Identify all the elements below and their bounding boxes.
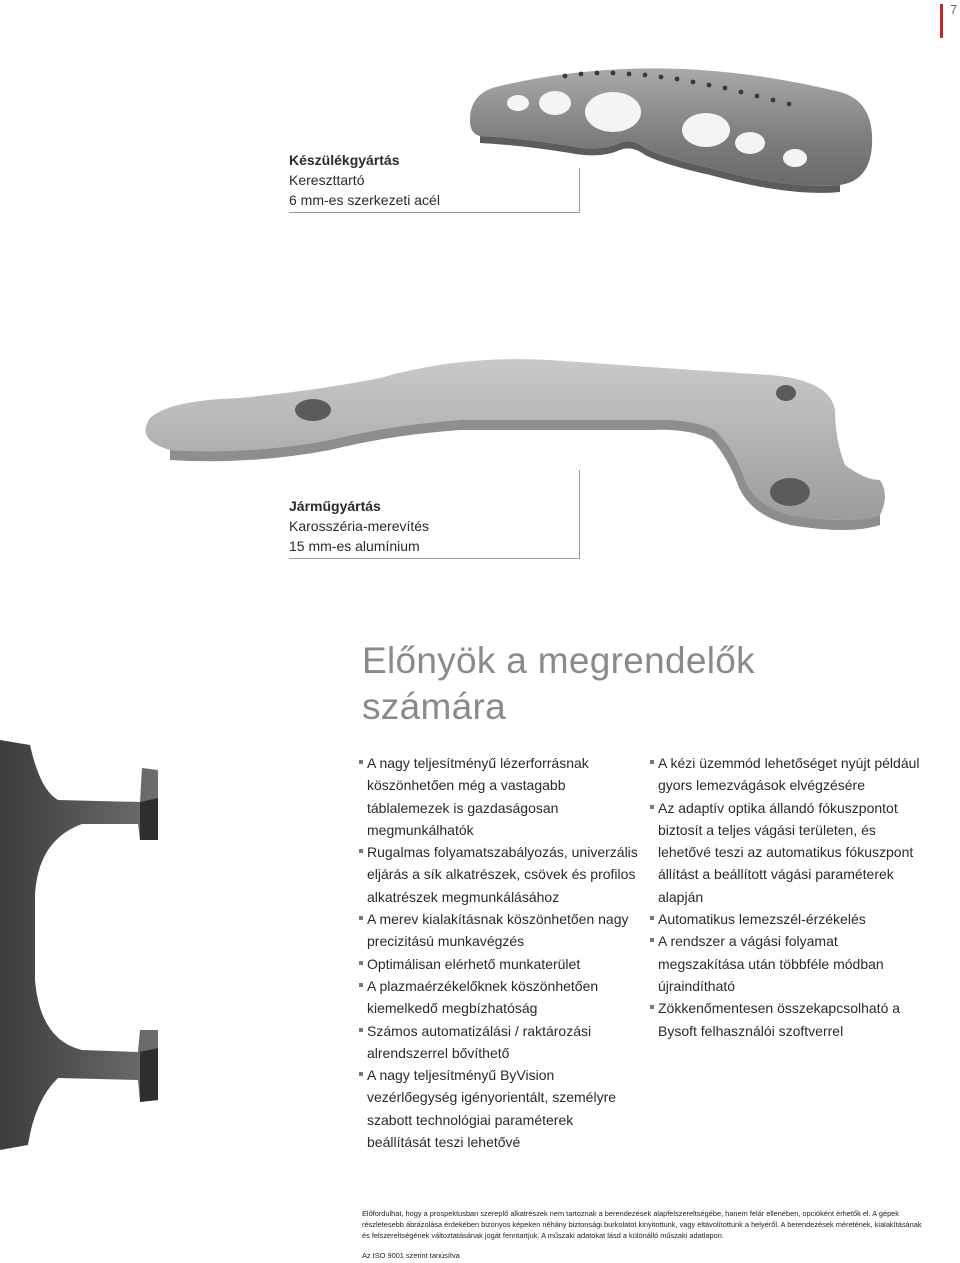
section-title	[362, 638, 922, 730]
caption-line: Karosszéria-merevítés	[289, 518, 430, 534]
caption-frame	[289, 470, 580, 559]
list-item: A kézi üzemmód lehetőséget nyújt például gyors lemezvágások elvégzésére	[650, 752, 925, 797]
bullet-square-icon	[650, 938, 654, 942]
list-item: Az adaptív optika állandó fókuszpontot biztosít a teljes vágási területen, és lehetővé teszi az automatikus fókuszpont állítást a beállított vágási paraméterek alapján	[650, 797, 925, 908]
bullet-square-icon	[359, 849, 363, 853]
list-item: Számos automatizálási / raktározási alrendszerrel bővíthető	[359, 1020, 639, 1065]
bullet-square-icon	[359, 760, 363, 764]
bullet-square-icon	[359, 961, 363, 965]
section-title-line: Előnyök a megrendelők	[362, 640, 755, 681]
list-item: Rugalmas folyamatszabályozás, univerzális eljárás a sík alkatrészek, csövek és profilos alkatrészek megmunkálásához	[359, 841, 639, 908]
certification-note: Az ISO 9001 szerint tanúsítva	[362, 1251, 460, 1260]
bullet-square-icon	[359, 1072, 363, 1076]
footnote: Előfordulhat, hogy a prospektusban szereplő alkatrészek nem tartoznak a berendezések alapfelszereltségébe, hanem felár ellenében, opcióként érhetők el. A gépek részletesebb ábrázolása érdekében bizonyos képeken néhány biztonsági burkolatot kinyitottunk, vagy eltávolítottunk a helyéről. A berendezések méretének, kialakításának és felszereltségének változtatásának jogát fenntartjuk. A műszaki adatokat lásd a különálló műszaki adatlapon.	[362, 1209, 922, 1240]
caption-line: Kereszttartó	[289, 172, 365, 188]
caption-line: 15 mm-es alumínium	[289, 538, 420, 554]
benefits-list-right	[650, 752, 925, 1042]
bullet-square-icon	[359, 1028, 363, 1032]
caption-frame	[289, 168, 580, 213]
caption-line: 6 mm-es szerkezeti acél	[289, 192, 440, 208]
list-item: A rendszer a vágási folyamat megszakítása után többféle módban újraindítható	[650, 930, 925, 997]
section-title-line: számára	[362, 686, 506, 727]
bullet-square-icon	[650, 805, 654, 809]
list-item: A nagy teljesítményű ByVision vezérlőegység igényorientált, személyre szabott technológiai paraméterek beállítását teszi lehetővé	[359, 1064, 639, 1153]
caption-heading: Járműgyártás	[289, 498, 381, 514]
bullet-square-icon	[650, 760, 654, 764]
list-item: Optimálisan elérhető munkaterület	[359, 953, 639, 975]
dark-steel-part-image	[0, 740, 165, 1150]
bullet-square-icon	[359, 983, 363, 987]
page-accent-bar	[940, 4, 943, 38]
list-item: Zökkenőmentesen összekapcsolható a Bysoft felhasználói szoftverrel	[650, 997, 925, 1042]
list-item: A merev kialakításnak köszönhetően nagy precizitású munkavégzés	[359, 908, 639, 953]
caption-heading: Készülékgyártás	[289, 152, 400, 168]
bullet-square-icon	[359, 916, 363, 920]
page-number: 7	[950, 2, 958, 17]
list-item: A nagy teljesítményű lézerforrásnak köszönhetően még a vastagabb táblalemezek is gazdaságosan megmunkálhatók	[359, 752, 639, 841]
bullet-square-icon	[650, 916, 654, 920]
list-item: A plazmaérzékelőknek köszönhetően kiemelkedő megbízhatóság	[359, 975, 639, 1020]
bullet-square-icon	[650, 1005, 654, 1009]
benefits-list-left	[359, 752, 639, 1153]
list-item: Automatikus lemezszél-érzékelés	[650, 908, 925, 930]
